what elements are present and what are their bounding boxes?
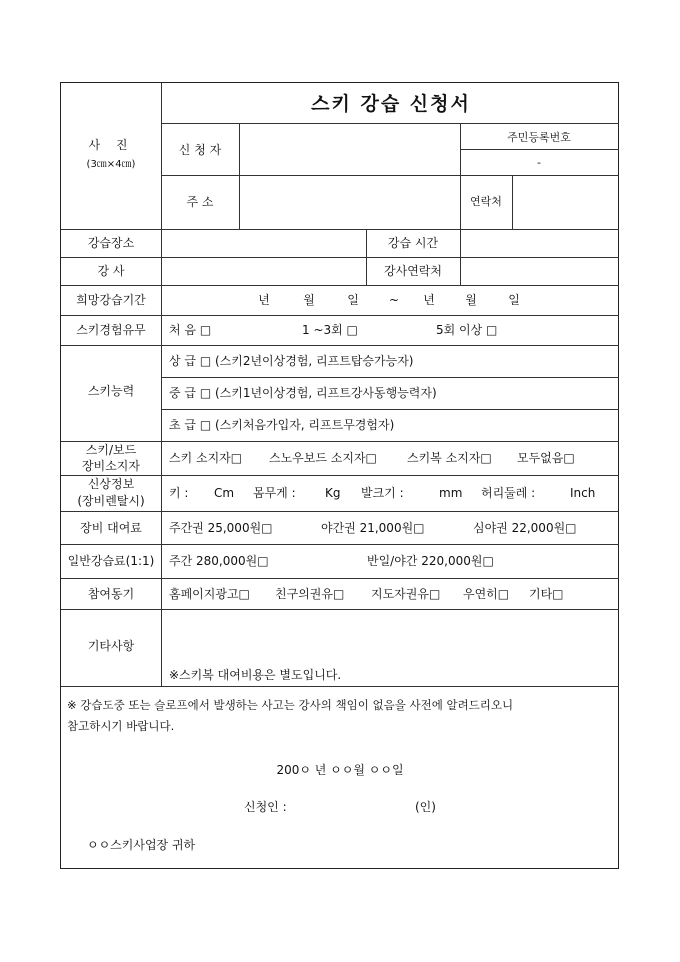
- period-tilde: ~: [388, 293, 400, 307]
- body-info-label-2: (장비렌탈시): [77, 494, 145, 508]
- divider: [61, 475, 619, 476]
- signature-seal: (인): [415, 800, 436, 814]
- etc-note: ※스키복 대여비용은 별도입니다.: [169, 668, 342, 682]
- experience-first-checkbox[interactable]: 처 음 □: [169, 323, 212, 337]
- divider: [161, 175, 619, 176]
- application-date: 200ㅇ 년 ㅇㅇ월 ㅇㅇ일: [276, 763, 404, 777]
- divider: [161, 409, 619, 410]
- etc-label: 기타사항: [87, 639, 135, 653]
- body-info-label-1: 신상정보: [87, 477, 135, 491]
- equipment-owner-label-1: 스키/보드: [85, 443, 137, 457]
- instructor-contact-label: 강사연락처: [384, 264, 442, 278]
- divider: [61, 257, 619, 258]
- waist-unit: Inch: [570, 486, 596, 500]
- owner-snowboard-checkbox[interactable]: 스노우보드 소지자□: [269, 451, 377, 465]
- equipment-owner-label-2: 장비소지자: [82, 459, 140, 473]
- recipient: ㅇㅇ스키사업장 귀하: [87, 838, 196, 852]
- period-day-end: 일: [508, 293, 520, 307]
- application-form: [60, 82, 619, 869]
- rental-fee-label: 장비 대여료: [80, 521, 142, 535]
- foot-unit: mm: [439, 486, 463, 500]
- lesson-fee-label: 일반강습료(1:1): [67, 554, 155, 568]
- height-unit: Cm: [214, 486, 235, 500]
- photo-label: 사 진: [88, 138, 134, 152]
- applicant-field[interactable]: [245, 144, 455, 158]
- weight-unit: Kg: [325, 486, 341, 500]
- rental-day-checkbox[interactable]: 주간권 25,000원□: [169, 521, 273, 535]
- rental-latenight-checkbox[interactable]: 심야권 22,000원□: [473, 521, 577, 535]
- lesson-place-field[interactable]: [167, 237, 361, 251]
- period-month-start: 월: [303, 293, 315, 307]
- divider: [366, 229, 367, 285]
- address-field[interactable]: [245, 196, 455, 210]
- period-year-end: 년: [423, 293, 435, 307]
- divider: [61, 441, 619, 442]
- weight-label: 몸무게 :: [253, 486, 296, 500]
- contact-label: 연락처: [470, 195, 502, 208]
- divider: [61, 511, 619, 512]
- divider: [61, 578, 619, 579]
- ability-advanced-checkbox[interactable]: 상 급 □ (스키2년이상경험, 리프트탑승가능자): [169, 354, 414, 368]
- instructor-label: 강 사: [97, 264, 125, 278]
- motive-other-checkbox[interactable]: 기타□: [529, 587, 564, 601]
- notice-line-1: ※ 강습도중 또는 슬로프에서 발생하는 사고는 강사의 책임이 없음을 사전에 알려드리오니: [67, 698, 514, 712]
- motive-chance-checkbox[interactable]: 우연히□: [463, 587, 510, 601]
- divider: [460, 149, 619, 150]
- divider: [512, 175, 513, 229]
- period-year-start: 년: [258, 293, 270, 307]
- lesson-place-label: 강습장소: [87, 236, 135, 250]
- lesson-day-checkbox[interactable]: 주간 280,000원□: [169, 554, 269, 568]
- lesson-halfday-checkbox[interactable]: 반일/야간 220,000원□: [367, 554, 494, 568]
- desired-period-label: 희망강습기간: [76, 293, 146, 307]
- signature-label: 신청인 :: [244, 800, 287, 814]
- divider: [61, 544, 619, 545]
- owner-ski-checkbox[interactable]: 스키 소지자□: [169, 451, 243, 465]
- divider: [61, 315, 619, 316]
- photo-size: (3㎝×4㎝): [86, 159, 136, 170]
- divider: [161, 123, 619, 124]
- divider: [460, 229, 461, 285]
- contact-field[interactable]: [517, 196, 613, 210]
- divider: [61, 345, 619, 346]
- period-month-end: 월: [465, 293, 477, 307]
- period-day-start: 일: [347, 293, 359, 307]
- owner-none-checkbox[interactable]: 모두없음□: [517, 451, 575, 465]
- motive-label: 참여동기: [87, 587, 135, 601]
- instructor-field[interactable]: [167, 265, 361, 279]
- divider: [239, 123, 240, 229]
- divider: [61, 229, 619, 230]
- divider: [161, 83, 162, 686]
- ski-ability-label: 스키능력: [87, 384, 135, 398]
- experience-1to3-checkbox[interactable]: 1 ~3회 □: [302, 323, 358, 337]
- resident-number-field[interactable]: -: [537, 156, 541, 169]
- address-label: 주 소: [186, 195, 214, 209]
- ability-intermediate-checkbox[interactable]: 중 급 □ (스키1년이상경험, 리프트강사동행능력자): [169, 386, 437, 400]
- divider: [61, 686, 619, 687]
- experience-5plus-checkbox[interactable]: 5회 이상 □: [436, 323, 498, 337]
- divider: [460, 123, 461, 229]
- notice-line-2: 참고하시기 바랍니다.: [67, 719, 175, 733]
- divider: [61, 609, 619, 610]
- resident-number-label: 주민등록번호: [507, 131, 571, 144]
- lesson-time-field[interactable]: [465, 237, 615, 251]
- form-title: 스키 강습 신청서: [311, 93, 471, 115]
- lesson-time-label: 강습 시간: [387, 236, 439, 250]
- motive-instructor-checkbox[interactable]: 지도자권유□: [371, 587, 441, 601]
- instructor-contact-field[interactable]: [465, 265, 615, 279]
- applicant-label: 신 청 자: [178, 143, 222, 157]
- foot-label: 발크기 :: [361, 486, 404, 500]
- rental-night-checkbox[interactable]: 야간권 21,000원□: [321, 521, 425, 535]
- ability-beginner-checkbox[interactable]: 초 급 □ (스키처음가입자, 리프트무경험자): [169, 418, 395, 432]
- divider: [61, 285, 619, 286]
- owner-skiwear-checkbox[interactable]: 스키복 소지자□: [407, 451, 492, 465]
- height-label: 키 :: [169, 486, 189, 500]
- waist-label: 허리둘레 :: [481, 486, 536, 500]
- divider: [161, 377, 619, 378]
- motive-homepage-checkbox[interactable]: 홈페이지광고□: [169, 587, 250, 601]
- ski-experience-label: 스키경험유무: [76, 323, 146, 337]
- motive-friend-checkbox[interactable]: 친구의권유□: [275, 587, 345, 601]
